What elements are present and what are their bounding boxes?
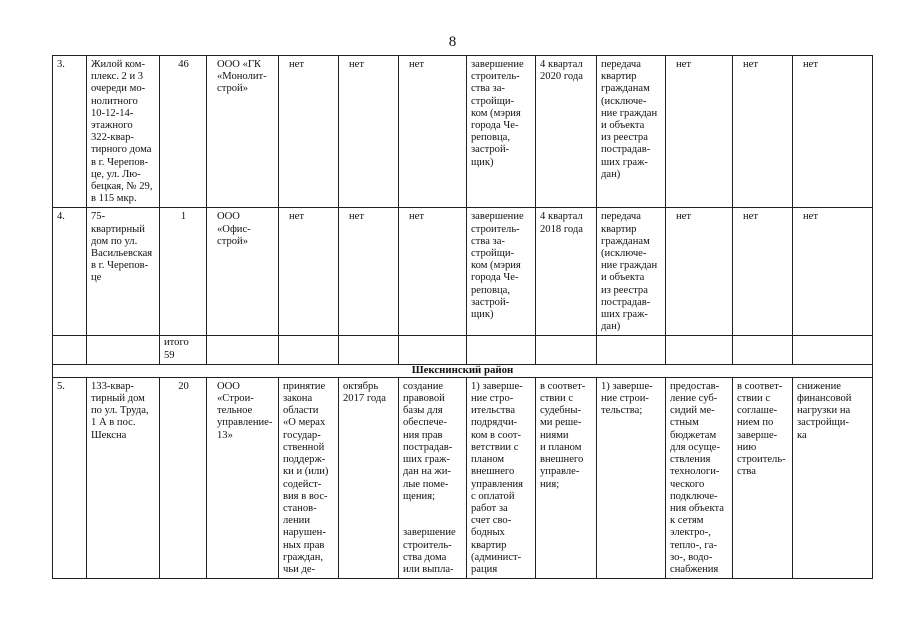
cell-col6: нет: [339, 208, 399, 336]
object-name: Жилой ком- плекс. 2 и 3 очереди мо- нолитного 10-12-14- этажного 322-квар- тирного дома в г. Черепов- це, ул. Лю- бецкая, № 29, в 115 мкр.: [87, 56, 160, 208]
table-row: [53, 56, 873, 208]
affected-count: 1: [160, 208, 207, 336]
deadline: 4 квартал 2020 года: [536, 56, 597, 208]
developer-relief: снижение финансовой нагрузки на застройщи- ка: [793, 377, 873, 578]
affected-count: 20: [160, 377, 207, 578]
cell-col12: нет: [733, 56, 793, 208]
expected-result: передача квартир гражданам (исключе- ние граждан и объекта из реестра пострадав- ших граж- дан): [597, 56, 666, 208]
table-row: [53, 208, 873, 336]
table-row: [53, 377, 873, 578]
cell-col7: нет: [399, 56, 467, 208]
cell-col13: нет: [793, 208, 873, 336]
completion-mechanism: 1) заверше- ние стро- ительства подрядчи- ком в соот- ветствии с планом внешнего управления с оплатой работ за счет сво- бодных квартир (админист- рация: [467, 377, 536, 578]
deadline: 4 квартал 2018 года: [536, 208, 597, 336]
affected-count: 46: [160, 56, 207, 208]
section-header-row: [53, 364, 873, 377]
total-row: [53, 336, 873, 364]
cell-col5: нет: [279, 56, 339, 208]
agreement-terms: в соответ- ствии с соглаше- нием по заверше- нию строитель- ства: [733, 377, 793, 578]
developer-name: ООО «ГК «Монолит- строй»: [207, 56, 279, 208]
cell-col12: нет: [733, 208, 793, 336]
expected-result: 1) заверше- ние строи- тельства;: [597, 377, 666, 578]
total-count: итого 59: [160, 336, 207, 364]
completion-mechanism: завершение строитель- ства за- стройщи- ком (мэрия города Че- реповца, застрой- щик): [467, 56, 536, 208]
expected-result: передача квартир гражданам (исключе- ние граждан и объекта из реестра пострадав- ших граж- дан): [597, 208, 666, 336]
measure-date: октябрь 2017 года: [339, 377, 399, 578]
projects-table: [52, 55, 873, 579]
developer-name: ООО «Строи- тельное управление- 13»: [207, 377, 279, 578]
cell-col13: нет: [793, 56, 873, 208]
subsidy-measure: предостав- ление суб- сидий ме- стным бюджетам для осуще- ствления технологи- ческого подключе- ния объекта к сетям электро-, тепло-, га- зо-, водо- снабжения: [666, 377, 733, 578]
row-number: 3.: [53, 56, 87, 208]
row-number: 5.: [53, 377, 87, 578]
section-title: Шекснинский район: [53, 364, 873, 377]
cell-col6: нет: [339, 56, 399, 208]
completion-mechanism: завершение строитель- ства за- стройщи- ком (мэрия города Че- реповца, застрой- щик): [467, 208, 536, 336]
cell-col11: нет: [666, 208, 733, 336]
object-name: 75- квартирный дом по ул. Васильевская в г. Черепов- це: [87, 208, 160, 336]
cell-col5: нет: [279, 208, 339, 336]
cell-col11: нет: [666, 56, 733, 208]
cell-col7: нет: [399, 208, 467, 336]
page-number: 8: [448, 34, 457, 50]
row-number: 4.: [53, 208, 87, 336]
measure-goal: создание правовой базы для обеспече- ния прав пострадав- ших граж- дан на жи- лые поме- щения; завершение строитель- ства дома или выпла-: [399, 377, 467, 578]
object-name: 133-квар- тирный дом по ул. Труда, 1 А в пос. Шексна: [87, 377, 160, 578]
legal-measure: принятие закона области «О мерах государ- ственной поддерж- ки и (или) содейст- вия в вос- станов- лении нарушен- ных прав граждан, чьи де-: [279, 377, 339, 578]
developer-name: ООО «Офис- строй»: [207, 208, 279, 336]
deadline: в соответ- ствии с судебны- ми реше- ниями и планом внешнего управле- ния;: [536, 377, 597, 578]
